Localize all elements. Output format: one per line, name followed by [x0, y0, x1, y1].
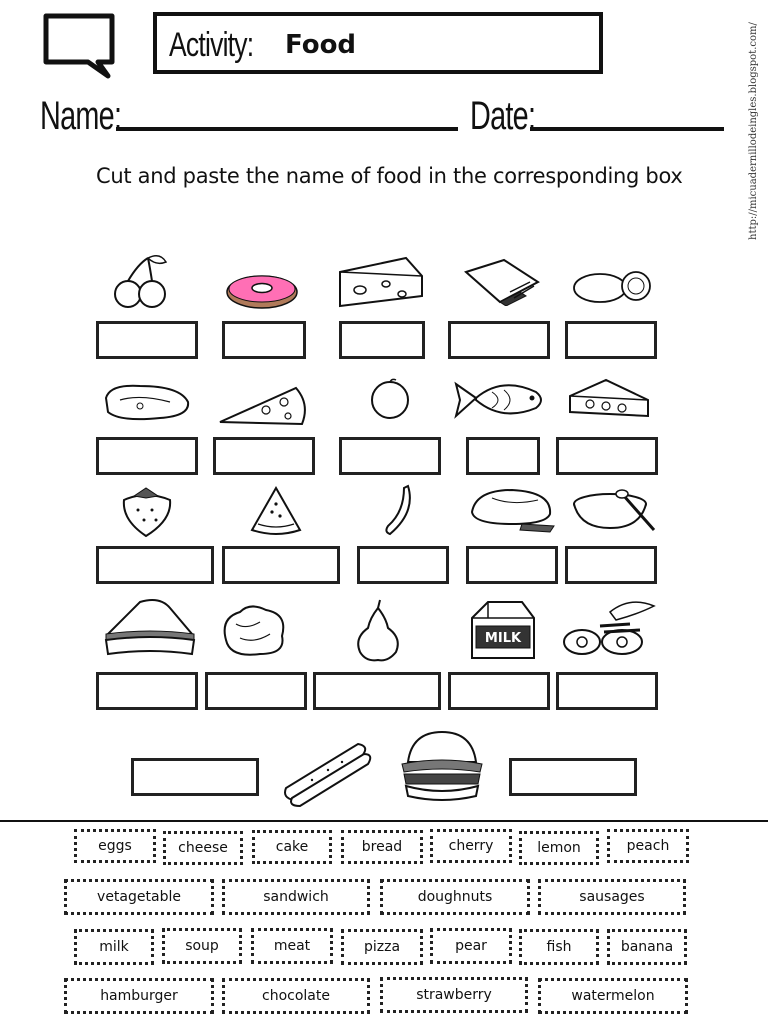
answer-box[interactable] [509, 758, 637, 796]
answer-box[interactable] [556, 672, 658, 710]
pear-icon [352, 598, 404, 662]
meat-icon [100, 380, 194, 424]
answer-box[interactable] [96, 672, 198, 710]
answer-box[interactable] [222, 546, 340, 584]
word-card[interactable]: banana [607, 929, 687, 965]
word-card[interactable]: doughnuts [380, 879, 530, 915]
name-write-line[interactable] [116, 127, 458, 131]
answer-box[interactable] [96, 321, 198, 359]
answer-box[interactable] [222, 321, 306, 359]
fish-icon [452, 374, 548, 424]
answer-box[interactable] [339, 437, 441, 475]
word-card[interactable]: chocolate [222, 978, 370, 1014]
watermark-url: http://micuadernillodeingles.blogspot.com/ [748, 22, 759, 240]
banana-icon [382, 482, 418, 538]
word-card[interactable]: pear [430, 928, 512, 964]
hamburger-icon [392, 726, 492, 812]
soup-icon [570, 484, 658, 538]
chocolate-icon [460, 258, 542, 306]
instructions-text: Cut and paste the name of food in the corresponding box [96, 164, 683, 188]
milk-carton-label: MILK [484, 631, 522, 646]
word-card[interactable]: hamburger [64, 978, 214, 1014]
bread-icon [462, 484, 558, 534]
answer-box[interactable] [96, 546, 214, 584]
word-card[interactable]: soup [162, 928, 242, 964]
answer-box[interactable] [96, 437, 198, 475]
word-card[interactable]: strawberry [380, 977, 528, 1013]
cake-icon [566, 376, 652, 422]
lemon-icon [570, 262, 656, 306]
answer-box[interactable] [448, 672, 550, 710]
answer-box[interactable] [131, 758, 259, 796]
answer-box[interactable] [565, 321, 657, 359]
pizza-icon [216, 384, 312, 428]
word-card[interactable]: bread [341, 830, 423, 864]
date-write-line[interactable] [530, 127, 724, 131]
word-card[interactable]: cheese [163, 831, 243, 865]
cheese-icon [336, 254, 426, 310]
answer-box[interactable] [565, 546, 657, 584]
word-card[interactable]: sandwich [222, 879, 370, 915]
answer-box[interactable] [466, 437, 540, 475]
answer-box[interactable] [313, 672, 441, 710]
word-card[interactable]: milk [74, 929, 154, 965]
doughnut-icon [224, 272, 300, 310]
answer-box[interactable] [339, 321, 425, 359]
answer-box[interactable] [448, 321, 550, 359]
answer-box[interactable] [466, 546, 558, 584]
eggs-sausages-icon [560, 596, 660, 666]
word-card[interactable]: cake [252, 830, 332, 864]
name-label: Name: [40, 94, 122, 138]
activity-value: Food [285, 30, 357, 60]
sandwich-icon [100, 594, 200, 662]
word-card[interactable]: peach [607, 829, 689, 863]
strawberry-icon [116, 484, 178, 540]
speech-bubble-icon [40, 12, 120, 82]
word-card[interactable]: vetagetable [64, 879, 214, 915]
word-card[interactable]: sausages [538, 879, 686, 915]
cut-line-divider [0, 820, 768, 822]
answer-box[interactable] [357, 546, 449, 584]
word-card[interactable]: lemon [519, 831, 599, 865]
watermelon-icon [248, 484, 304, 538]
answer-box[interactable] [205, 672, 307, 710]
word-card[interactable]: meat [251, 928, 333, 964]
word-card[interactable]: pizza [341, 929, 423, 965]
milk-icon [464, 598, 540, 662]
activity-title-box [153, 12, 603, 74]
sausage-icon [272, 736, 376, 808]
word-card[interactable]: eggs [74, 829, 156, 863]
activity-label: Activity: [169, 26, 254, 64]
cherry-icon [108, 252, 178, 310]
vegetable-icon [216, 600, 292, 660]
peach-icon [366, 376, 414, 420]
word-card[interactable]: fish [519, 929, 599, 965]
answer-box[interactable] [556, 437, 658, 475]
date-label: Date: [470, 94, 536, 138]
word-card[interactable]: watermelon [538, 978, 688, 1014]
answer-box[interactable] [213, 437, 315, 475]
word-card[interactable]: cherry [430, 829, 512, 863]
